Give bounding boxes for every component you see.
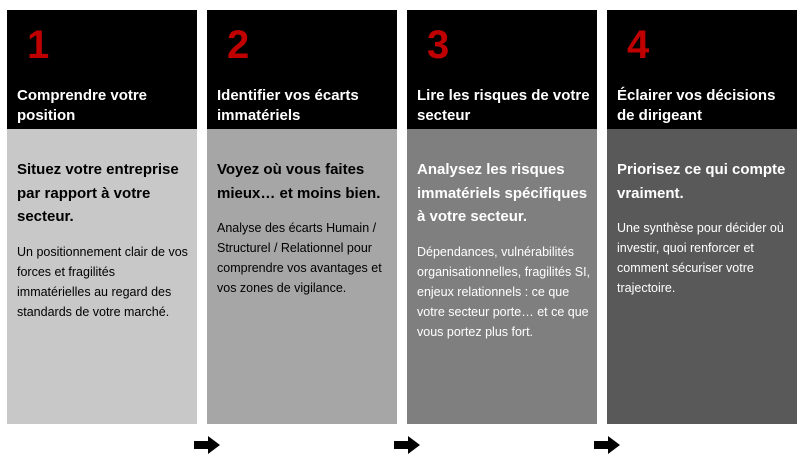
step-lead-1: Situez votre entreprise par rapport à votre secteur. (17, 161, 179, 225)
step-lead-4: Priorisez ce qui compte vraiment. (617, 161, 786, 202)
step-title-2: Identifier vos écarts immatériels (217, 87, 359, 124)
step-number-1: 1 (27, 23, 50, 67)
step-description-2: Analyse des écarts Humain / Structurel / Relationnel pour comprendre vos avantages et vos zones de vigilance. (217, 221, 382, 295)
arrow-right-icon (594, 436, 620, 454)
step-title-3: Lire les risques de votre secteur (417, 87, 590, 124)
step-title-4: Éclairer vos décisions de dirigeant (617, 87, 776, 124)
arrow-right-icon (194, 436, 220, 454)
step-description-1: Un positionnement clair de vos forces et fragilités immatérielles au regard des standards de votre marché. (17, 244, 188, 319)
step-panel-3 (407, 129, 597, 424)
step-card-3 (407, 10, 597, 424)
step-header-4 (607, 10, 797, 129)
step-number-4: 4 (627, 23, 650, 67)
step-header-1 (7, 10, 197, 129)
step-panel-1 (7, 129, 197, 424)
step-header-2 (207, 10, 397, 129)
step-card-4 (607, 10, 797, 424)
step-lead-2: Voyez où vous faites mieux… et moins bien. (217, 161, 381, 202)
step-number-3: 3 (427, 23, 450, 67)
step-panel-2 (207, 129, 397, 424)
step-card-2 (207, 10, 397, 424)
arrow-right-icon (394, 436, 420, 454)
step-header-3 (407, 10, 597, 129)
step-panel-4 (607, 129, 797, 424)
step-description-4: Une synthèse pour décider où investir, quoi renforcer et comment sécuriser votre trajectoire. (617, 221, 784, 295)
step-number-2: 2 (227, 23, 250, 67)
step-card-1 (7, 10, 197, 424)
step-title-1: Comprendre votre position (17, 87, 148, 124)
step-description-3: Dépendances, vulnérabilités organisationnelles, fragilités SI, enjeux relationnels : ce que votre secteur porte… et ce que vous portez plus fort. (417, 244, 591, 339)
step-lead-3: Analysez les risques immatériels spécifiques à votre secteur. (417, 161, 588, 225)
